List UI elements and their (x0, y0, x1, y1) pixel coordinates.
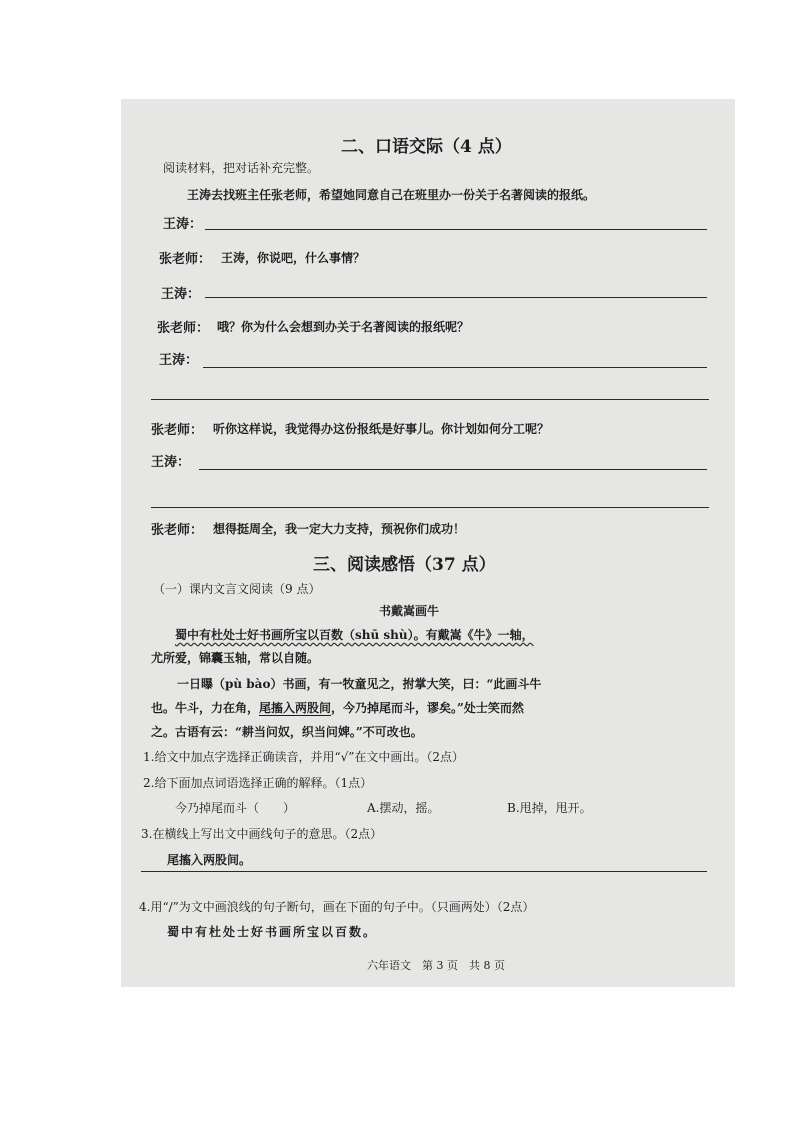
question-1: 1.给文中加点字选择正确读音，并用“√”在文中画出。（2点） (143, 750, 465, 764)
dialogue-speaker-1: 王涛： (163, 217, 203, 232)
wavy-sentence: 蜀中有杜处士好书画所宝以百数（shū shù）。有戴嵩《牛》一轴， (175, 628, 534, 642)
underlined-sentence: 尾搐入两股间 (259, 701, 332, 715)
answer-line-1[interactable] (205, 229, 707, 230)
page-footer: 六年语文 第 3 页 共 8 页 (367, 959, 505, 972)
dialogue-speaker-8: 张老师： (151, 523, 204, 538)
dialogue-speaker-5: 王涛： (159, 353, 199, 368)
answer-line-4[interactable] (151, 399, 709, 400)
question-3: 3.在横线上写出文中画线句子的意思。（2点） (141, 827, 383, 841)
question-3-answer-line[interactable] (141, 871, 707, 872)
section3-title: 三、阅读感悟（37 点） (313, 555, 496, 575)
section3-subtitle: （一）课内文言文阅读（9 点） (153, 582, 321, 596)
question-4-sentence: 蜀中有杜处士好书画所宝以百数。 (167, 925, 378, 939)
dialogue-speaker-2: 张老师： (159, 252, 212, 267)
dialogue-line-4: 哦？你为什么会想到办关于名著阅读的报纸呢？ (217, 320, 470, 334)
passage-title: 书戴嵩画牛 (379, 604, 440, 618)
passage-para2-line1: 一日曝（pù bào）书画，有一牧童见之，拊掌大笑，曰：“此画斗牛 (177, 677, 542, 691)
question-3-sentence: 尾搐入两股间。 (167, 853, 252, 867)
answer-line-2[interactable] (205, 297, 707, 298)
dialogue-speaker-4: 张老师： (157, 321, 210, 336)
passage-para1-line1 (175, 626, 534, 643)
question-2-option-b[interactable]: B.甩掉，甩开。 (507, 801, 592, 815)
section2-scenario: 王涛去找班主任张老师，希望她同意自己在班里办一份关于名著阅读的报纸。 (187, 188, 596, 202)
answer-line-3[interactable] (203, 367, 707, 368)
passage-para2-line3: 之。古语有云：“耕当问奴，织当问婢。”不可改也。 (151, 725, 423, 739)
question-2: 2.给下面加点词语选择正确的解释。（1点） (143, 776, 373, 790)
dialogue-line-8: 想得挺周全，我一定大力支持，预祝你们成功！ (213, 522, 466, 536)
para2-text-a: 也。牛斗，力在角， (151, 701, 260, 715)
bleed-through-text (551, 154, 555, 168)
dialogue-speaker-3: 王涛： (161, 287, 201, 302)
para2-text-b: ，今乃掉尾而斗，谬矣。”处士笑而然 (331, 701, 524, 715)
question-4: 4.用“/”为文中画浪线的句子断句，画在下面的句子中。（只画两处）（2点） (139, 900, 535, 914)
answer-line-5[interactable] (199, 469, 707, 470)
dialogue-speaker-7: 王涛： (151, 455, 191, 470)
question-2-option-a[interactable]: A.摆动，摇。 (367, 801, 440, 815)
dialogue-line-2: 王涛，你说吧，什么事情？ (221, 251, 366, 265)
section2-title: 二、口语交际（4 点） (341, 137, 512, 157)
exam-page (121, 99, 735, 987)
dialogue-speaker-6: 张老师： (151, 423, 204, 438)
passage-para2-line2 (151, 699, 524, 716)
passage-para1-line2: 尤所爱，锦囊玉轴，常以自随。 (151, 651, 320, 665)
dialogue-line-6: 听你这样说，我觉得办这份报纸是好事儿。你计划如何分工呢？ (213, 422, 550, 436)
section2-instruction: 阅读材料，把对话补充完整。 (163, 161, 320, 175)
question-2-phrase: 今乃掉尾而斗（ ） (175, 801, 296, 815)
answer-line-6[interactable] (151, 507, 709, 508)
